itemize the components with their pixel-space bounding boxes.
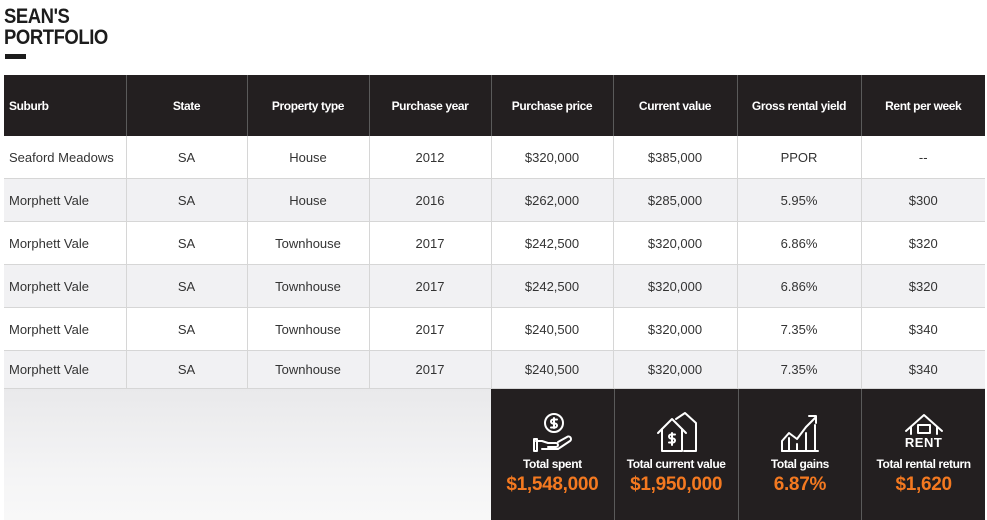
summary-tile-total-rental-return [862,389,985,520]
cell-purchase-price: $242,500 [491,265,613,308]
cell-suburb: Morphett Vale [4,351,126,389]
table-header-row [4,75,985,136]
summary-label: Total current value [626,457,726,471]
portfolio-table [4,75,985,389]
cell-property-type: Townhouse [247,308,369,351]
summary-value: $1,950,000 [630,474,723,495]
summary-value: $1,548,000 [506,474,599,495]
cell-property-type: Townhouse [247,265,369,308]
summary-tile-total-gains [739,389,863,520]
cell-purchase-year: 2012 [369,136,491,179]
summary-label: Total spent [523,457,582,471]
column-header-purchase-price: Purchase price [491,75,613,136]
summary-section [4,389,985,520]
portfolio-table-container [4,75,985,389]
cell-property-type: House [247,179,369,222]
cell-purchase-year: 2017 [369,222,491,265]
cell-purchase-year: 2017 [369,265,491,308]
cell-purchase-price: $240,500 [491,351,613,389]
column-header-current-value: Current value [613,75,737,136]
cell-suburb: Morphett Vale [4,265,126,308]
rent-icon-text: RENT [904,435,943,450]
cell-gross-rental-yield: 7.35% [737,308,861,351]
cell-rent-per-week: $320 [861,265,985,308]
column-header-suburb: Suburb [4,75,126,136]
cell-gross-rental-yield: 5.95% [737,179,861,222]
cell-current-value: $320,000 [613,265,737,308]
cell-suburb: Morphett Vale [4,308,126,351]
title-line-2: PORTFOLIO [4,26,108,49]
cell-current-value: $320,000 [613,222,737,265]
summary-spacer [4,389,491,520]
cell-gross-rental-yield: 6.86% [737,265,861,308]
cell-purchase-price: $242,500 [491,222,613,265]
cell-property-type: Townhouse [247,351,369,389]
column-header-gross-rental-yield: Gross rental yield [737,75,861,136]
cell-current-value: $320,000 [613,351,737,389]
cell-current-value: $385,000 [613,136,737,179]
cell-purchase-year: 2017 [369,351,491,389]
cell-rent-per-week: $340 [861,351,985,389]
cell-suburb: Morphett Vale [4,222,126,265]
cell-purchase-year: 2017 [369,308,491,351]
growth-chart-icon [778,411,822,455]
summary-tile-total-current-value [615,389,739,520]
summary-value: 6.87% [773,474,827,495]
column-header-rent-per-week: Rent per week [861,75,985,136]
cell-gross-rental-yield: PPOR [737,136,861,179]
column-header-property-type: Property type [247,75,369,136]
cell-gross-rental-yield: 6.86% [737,222,861,265]
cell-purchase-price: $262,000 [491,179,613,222]
cell-state: SA [126,179,247,222]
cell-rent-per-week: $320 [861,222,985,265]
cell-state: SA [126,222,247,265]
table-row [4,265,985,308]
money-hand-icon [530,411,574,455]
table-row [4,222,985,265]
summary-label: Total gains [770,457,829,471]
page-title [4,6,108,48]
cell-suburb: Morphett Vale [4,179,126,222]
table-row [4,351,985,389]
cell-purchase-price: $320,000 [491,136,613,179]
cell-current-value: $320,000 [613,308,737,351]
cell-purchase-year: 2016 [369,179,491,222]
cell-rent-per-week: $300 [861,179,985,222]
cell-state: SA [126,351,247,389]
table-row [4,179,985,222]
title-underline [5,54,26,59]
cell-rent-per-week: -- [861,136,985,179]
cell-gross-rental-yield: 7.35% [737,351,861,389]
column-header-purchase-year: Purchase year [369,75,491,136]
summary-value: $1,620 [895,474,952,495]
cell-property-type: Townhouse [247,222,369,265]
cell-state: SA [126,136,247,179]
column-header-state: State [126,75,247,136]
summary-tile-total-spent [491,389,615,520]
cell-state: SA [126,265,247,308]
table-row [4,308,985,351]
summary-tiles [491,389,985,520]
cell-property-type: House [247,136,369,179]
cell-purchase-price: $240,500 [491,308,613,351]
title-line-1: SEAN'S [4,5,70,28]
cell-rent-per-week: $340 [861,308,985,351]
summary-label: Total rental return [876,457,971,471]
house-dollar-icon [654,411,698,455]
table-row [4,136,985,179]
cell-current-value: $285,000 [613,179,737,222]
cell-state: SA [126,308,247,351]
cell-suburb: Seaford Meadows [4,136,126,179]
